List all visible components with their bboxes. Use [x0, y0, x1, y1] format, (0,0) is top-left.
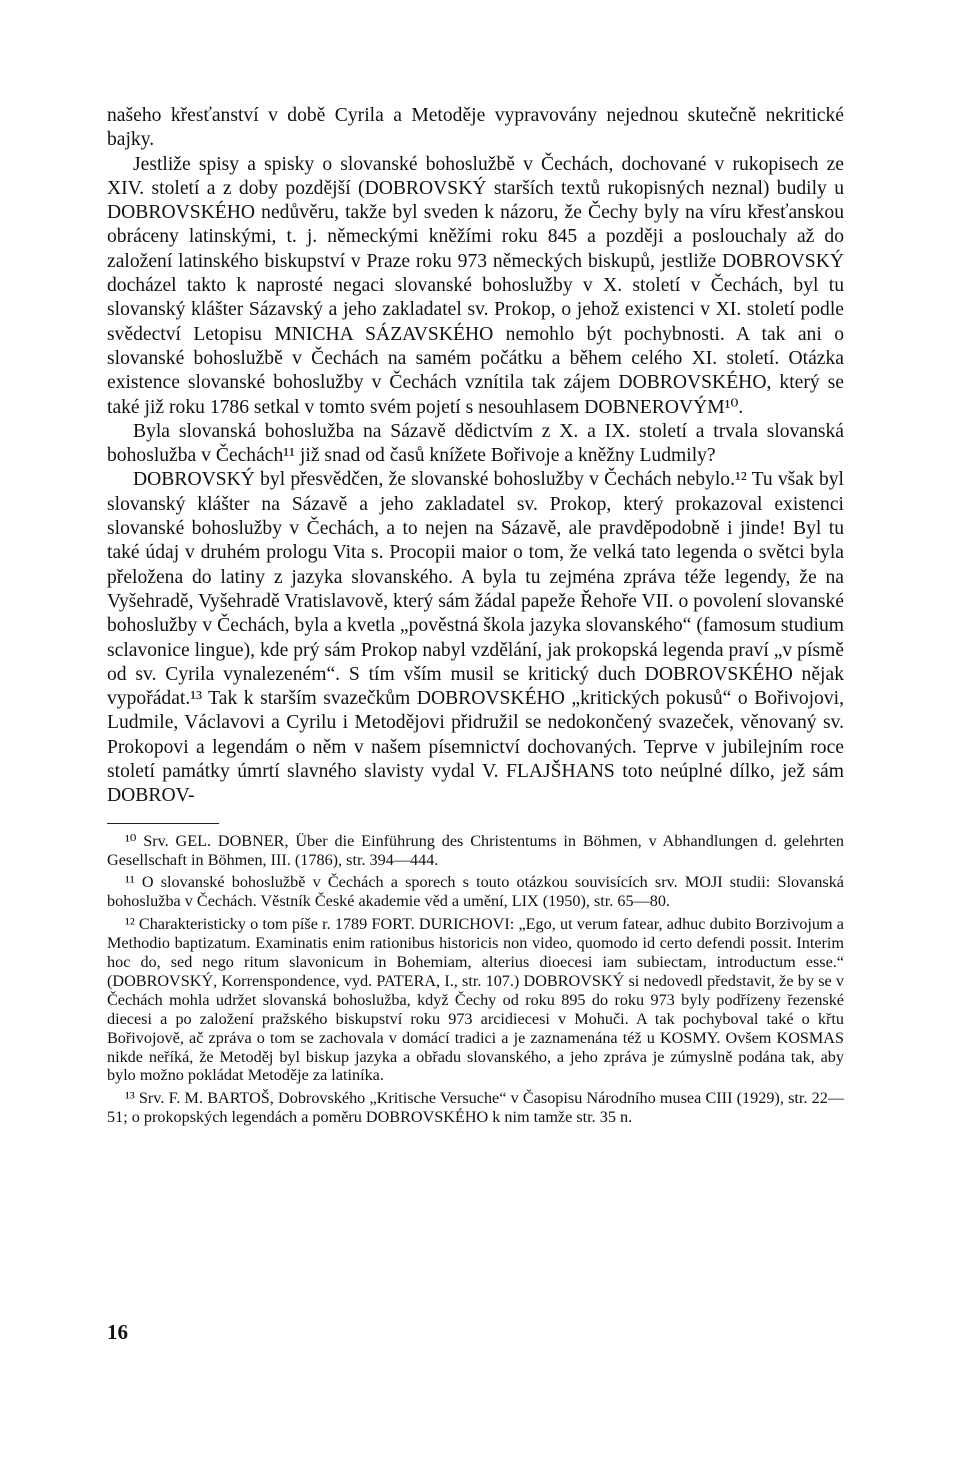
footnote-10: ¹⁰ Srv. GEL. DOBNER, Über die Einführung des Christentums in Böhmen, v Abhandlungen d. gelehrten Gesellschaft in Böhmen, III. (1786), str. 394—444. — [107, 831, 844, 869]
footnote-12: ¹² Charakteristicky o tom píše r. 1789 FORT. DURICHOVI: „Ego, ut verum fatear, adhuc dubito Borzivojum a Methodio baptizatum. Examinatis enim rationibus historicis non video, quomodo id certo defendi possit. Interim hoc do, sed nego ritum slavonicum in Bohemiam, alterius dioecesi iam subiectam, introductum esse.“ (DOBROVSKÝ, Korrenspondence, vyd. PATERA, I., str. 107.) DOBROVSKÝ si nedovedl představit, že by se v Čechách mohla udržet slovanská bohoslužba, když Čechy od roku 895 do roku 973 byly podřízeny řezenské diecesi a po založení pražského biskupství roku 973 arcidiecesi v Mohuči. A tak pochyboval také o křtu Bořivojově, ač zpráva o tom se zachovala v domácí tradici a je zaznamenána též u KOSMY. Ovšem KOSMAS nikde neříká, že Metoděj byl biskup jazyka a obřadu slovanského, a jeho zpráva je zúmyslně podána tak, aby bylo možno pokládat Metoděje za latiníka. — [107, 915, 844, 1085]
page-body — [107, 104, 844, 1131]
body-paragraph-1: našeho křesťanství v době Cyrila a Metoděje vypravovány nejednou skutečně nekritické bajky. — [107, 105, 844, 151]
body-paragraph-2: Jestliže spisy a spisky o slovanské bohoslužbě v Čechách, dochované v rukopisech ze XIV. století a z doby pozdější (DOBROVSKÝ starších textů rukopisných neznal) budily u DOBROVSKÉHO nedůvěru, takže byl sveden k názoru, že Čechy byly na víru křesťanskou obráceny latinskými, t. j. německými kněžími roku 845 a později a poslouchaly až do založení latinského biskupství v Praze roku 973 německých biskupů, jestliže DOBROVSKÝ docházel takto k naprosté negaci slovanské bohoslužby v X. století v Čechách, byl tu slovanský klášter Sázavský a jeho zakladatel sv. Prokop, o jehož existenci v XI. století podle svědectví Letopisu MNICHA SÁZAVSKÉHO nemohlo být pochybnosti. A tak ani o slovanské bohoslužbě v Čechách na samém počátku a během celého XI. století. Otázka existence slovanské bohoslužby v Čechách vznítila tak zájem DOBROVSKÉHO, který se také již roku 1786 setkal v tomto svém pojetí s nesouhlasem DOBNEROVÝM¹⁰. — [107, 153, 844, 418]
footnote-separator — [107, 823, 219, 824]
footnote-13: ¹³ Srv. F. M. BARTOŠ, Dobrovského „Kritische Versuche“ v Časopisu Národního musea CIII (1929), str. 22—51; o prokopských legendách a poměru DOBROVSKÉHO k nim tamže str. 35 n. — [107, 1089, 844, 1127]
body-paragraph-3: Byla slovanská bohoslužba na Sázavě dědictvím z X. a IX. století a trvala slovanská bohoslužba v Čechách¹¹ již snad od časů knížete Bořivoje a kněžny Ludmily? — [107, 420, 844, 467]
body-paragraph-4: DOBROVSKÝ byl přesvědčen, že slovanské bohoslužby v Čechách nebylo.¹² Tu však byl slovanský klášter na Sázavě a jeho zakladatel sv. Prokop, který prokazoval existenci slovanské bohoslužby v Čechách, a to nejen na Sázavě, ale pravděpodobně i jinde! Byl tu také údaj v druhém prologu Vita s. Procopii maior o tom, že velká tato legenda o světci byla přeložena do latiny z jazyka slovanského. A byla tu zejména zpráva téže legendy, že na Vyšehradě, Vyšehradě Vratislavově, který sám žádal papeže Řehoře VII. o povolení slovanské bohoslužby v Čechách, byla a kvetla „pověstná škola jazyka slovanského“ (famosum studium sclavonice lingue), kde prý sám Prokop nabyl vzdělání, jak prokopská legenda praví „v písmě od sv. Cyrila vynalezeném“. S tím vším musil se kritický duch DOBROVSKÉHO nějak vypořádat.¹³ Tak k starším svazečkům DOBROVSKÉHO „kritických pokusů“ o Bořivojovi, Ludmile, Václavovi a Cyrilu i Metodějovi přidružil se nedokončený svazeček, věnovaný sv. Prokopovi a legendám o něm v našem písemnictví dochovaných. Teprve v jubilejním roce století památky úmrtí slavného slavisty vydal V. FLAJŠHANS toto neúplné dílko, jež sám DOBROV- — [107, 469, 844, 807]
page-number: 16 — [107, 1320, 128, 1344]
footnote-11: ¹¹ O slovanské bohoslužbě v Čechách a sporech s touto otázkou souvisících srv. MOJI studii: Slovanská bohoslužba v Čechách. Věstník České akademie věd a umění, LIX (1950), str. 65—80. — [107, 873, 844, 911]
